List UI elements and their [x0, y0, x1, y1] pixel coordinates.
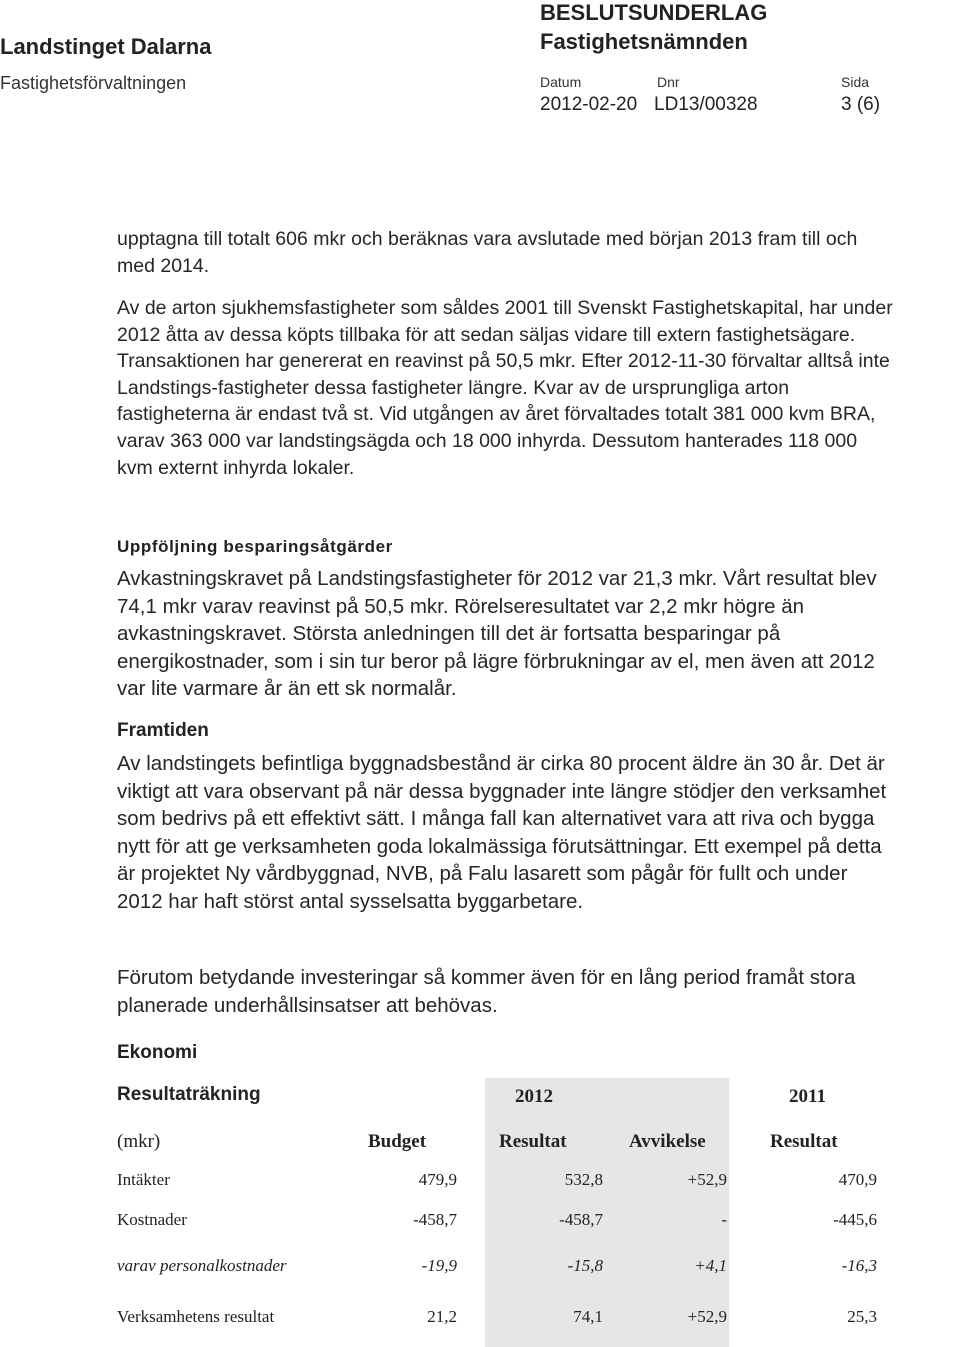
table-cell: 25,3	[847, 1307, 877, 1326]
section-heading-economy: Ekonomi	[117, 1042, 198, 1063]
year-2012-header: 2012	[515, 1086, 553, 1107]
paragraph-1: upptagna till totalt 606 mkr och beräknas vara avslutade med början 2013 fram till och med 2014.	[117, 228, 858, 277]
table-cell: -445,6	[833, 1210, 877, 1229]
date-value: 2012-02-20	[540, 94, 638, 115]
table-cell: 479,9	[418, 1170, 457, 1189]
column-header-result-2011: Resultat	[770, 1131, 838, 1152]
paragraph-5: Förutom betydande investeringar så kommer även för en lång period framåt stora planerade underhållsinsatser att behövas.	[117, 966, 856, 1017]
unit-label: (mkr)	[117, 1131, 161, 1152]
table-title: Resultaträkning	[117, 1084, 261, 1105]
column-header-deviation: Avvikelse	[629, 1131, 706, 1152]
row-label-costs: Kostnader	[117, 1210, 187, 1229]
row-label-income: Intäkter	[117, 1170, 170, 1189]
paragraph-4: Av landstingets befintliga byggnadsbestånd är cirka 80 procent äldre än 30 år. Det är viktigt att vara observant på när dessa byggnader inte längre stödjer den verksamhet som bedrivs på ett effektivt sätt. I många fall kan alternativet vara att riva och bygga nytt för att ge verksamheten goda lokalmässiga förutsättningar. Ett exempel på detta är projektet Ny vårdbyggnad, NVB, på Falu lasarett som pågår för fullt och under 2012 har haft störst antal sysselsatta byggarbetare.	[117, 752, 887, 913]
table-cell: -19,9	[421, 1256, 457, 1275]
ref-value: LD13/00328	[654, 94, 758, 115]
section-heading-future-text: Framtiden	[117, 720, 209, 741]
paragraph-2: Av de arton sjukhemsfastigheter som såldes 2001 till Svenskt Fastighetskapital, har under 2012 åtta av dessa köpts tillbaka för att sedan säljas vidare till extern fastighetsägare. Transaktionen har genererat en reavinst på 50,5 mkr. Efter 2012-11-30 förvaltar alltså inte Landstings-fastigheter dessa fastigheter längre. Kvar av de ursprungliga arton fastigheterna är endast två st. Vid utgången av året förvaltades totalt 381 000 kvm BRA, varav 363 000 var landstingsägda och 18 000 inhyrda. Dessutom hanterades 118 000 kvm externt inhyrda lokaler.	[117, 297, 893, 479]
table-cell: -458,7	[559, 1210, 603, 1229]
table-cell: +52,9	[687, 1170, 727, 1189]
row-label-operating-result: Verksamhetens resultat	[117, 1307, 275, 1326]
page-number: 3 (6)	[841, 94, 881, 115]
table-cell: -15,8	[567, 1256, 603, 1275]
column-header-result-2012: Resultat	[499, 1131, 567, 1152]
table-cell: 74,1	[573, 1307, 603, 1326]
section-heading-followup: Uppföljning besparingsåtgärder	[117, 537, 393, 556]
section-heading-future	[117, 720, 209, 742]
page-label: Sida	[841, 74, 870, 90]
table-cell: 21,2	[427, 1307, 457, 1326]
committee-name: Fastighetsnämnden	[540, 29, 748, 54]
department-name: Fastighetsförvaltningen	[0, 73, 187, 93]
ref-label: Dnr	[657, 74, 680, 90]
table-cell: -	[721, 1210, 727, 1229]
document-type: BESLUTSUNDERLAG	[540, 0, 768, 25]
table-cell: +52,9	[687, 1307, 727, 1326]
table-cell: 532,8	[564, 1170, 603, 1189]
table-cell: 470,9	[838, 1170, 877, 1189]
paragraph-3: Avkastningskravet på Landstingsfastigheter för 2012 var 21,3 mkr. Vårt resultat blev 74,1 mkr varav reavinst på 50,5 mkr. Rörelseresultatet var 2,2 mkr högre än avkastningskravet. Största anledningen till det är fortsatta besparingar på energikostnader, som i sin tur beror på lägre förbrukningar av el, men även att 2012 var lite varmare år än ett sk normalår.	[117, 567, 877, 700]
organization-name: Landstinget Dalarna	[0, 34, 212, 59]
column-header-budget: Budget	[368, 1131, 427, 1152]
date-label: Datum	[540, 74, 582, 90]
income-statement-table	[113, 1074, 888, 1347]
row-label-personnel-costs: varav personalkostnader	[117, 1256, 287, 1275]
table-cell: -458,7	[413, 1210, 457, 1229]
year-2011-header: 2011	[789, 1086, 826, 1107]
table-cell: -16,3	[841, 1256, 877, 1275]
table-cell: +4,1	[694, 1256, 727, 1275]
